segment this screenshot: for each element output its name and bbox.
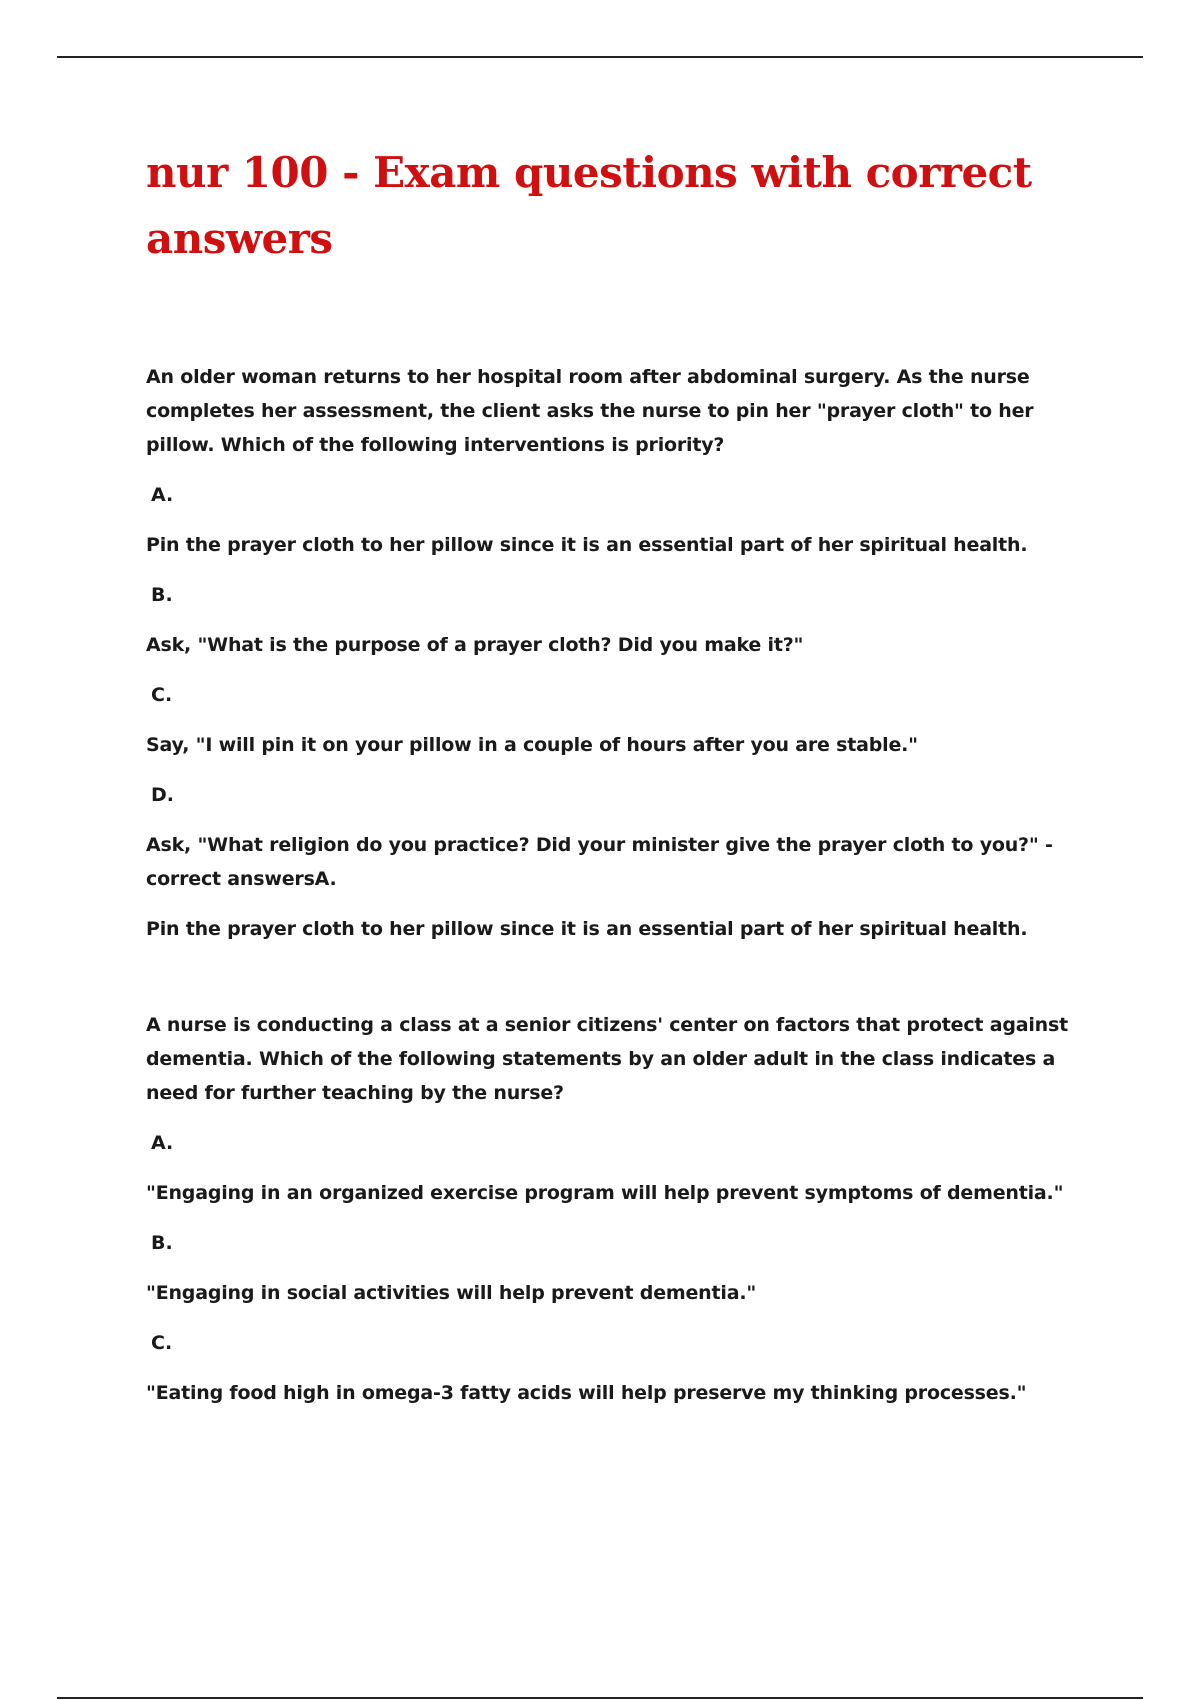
question-1-option-c-text: Say, "I will pin it on your pillow in a couple of hours after you are stable." — [146, 734, 918, 756]
question-1-option-a-text: Pin the prayer cloth to her pillow since it is an essential part of her spiritual health. — [146, 534, 1028, 556]
question-2-option-c-text: "Eating food high in omega-3 fatty acids will help preserve my thinking processes." — [146, 1382, 1027, 1404]
question-2-option-a-letter: A. — [151, 1132, 174, 1154]
question-1-answer-text: Pin the prayer cloth to her pillow since it is an essential part of her spiritual health. — [146, 918, 1028, 940]
question-2-option-b-text: "Engaging in social activities will help prevent dementia." — [146, 1282, 757, 1304]
question-1-option-b-text: Ask, "What is the purpose of a prayer cloth? Did you make it?" — [146, 634, 804, 656]
question-2-option-b-letter: B. — [151, 1232, 173, 1254]
question-2-option-c-letter: C. — [151, 1332, 173, 1354]
question-1 — [146, 360, 1096, 946]
question-1-stem: An older woman returns to her hospital room after abdominal surgery. As the nurse completes her assessment, the client asks the nurse to pin her "prayer cloth" to her pillow. Which of the following interventions is priority? — [146, 366, 1034, 456]
footer-rule — [57, 1697, 1143, 1699]
document-page — [146, 140, 1096, 1410]
question-2-option-a-text: "Engaging in an organized exercise program will help prevent symptoms of dementia." — [146, 1182, 1064, 1204]
question-1-option-d-letter: D. — [151, 784, 174, 806]
question-1-option-c-letter: C. — [151, 684, 173, 706]
header-rule — [57, 56, 1143, 58]
question-1-option-a-letter: A. — [151, 484, 174, 506]
question-1-option-d-text: Ask, "What religion do you practice? Did your minister give the prayer cloth to you?" - correct answersA. — [146, 834, 1053, 890]
question-2-stem: A nurse is conducting a class at a senior citizens' center on factors that protect against dementia. Which of the following statements by an older adult in the class indicates a need for further teaching by the nurse? — [146, 1014, 1068, 1104]
question-1-option-b-letter: B. — [151, 584, 173, 606]
question-2 — [146, 1008, 1096, 1410]
document-title: nur 100 - Exam questions with correct answers — [146, 148, 1032, 263]
